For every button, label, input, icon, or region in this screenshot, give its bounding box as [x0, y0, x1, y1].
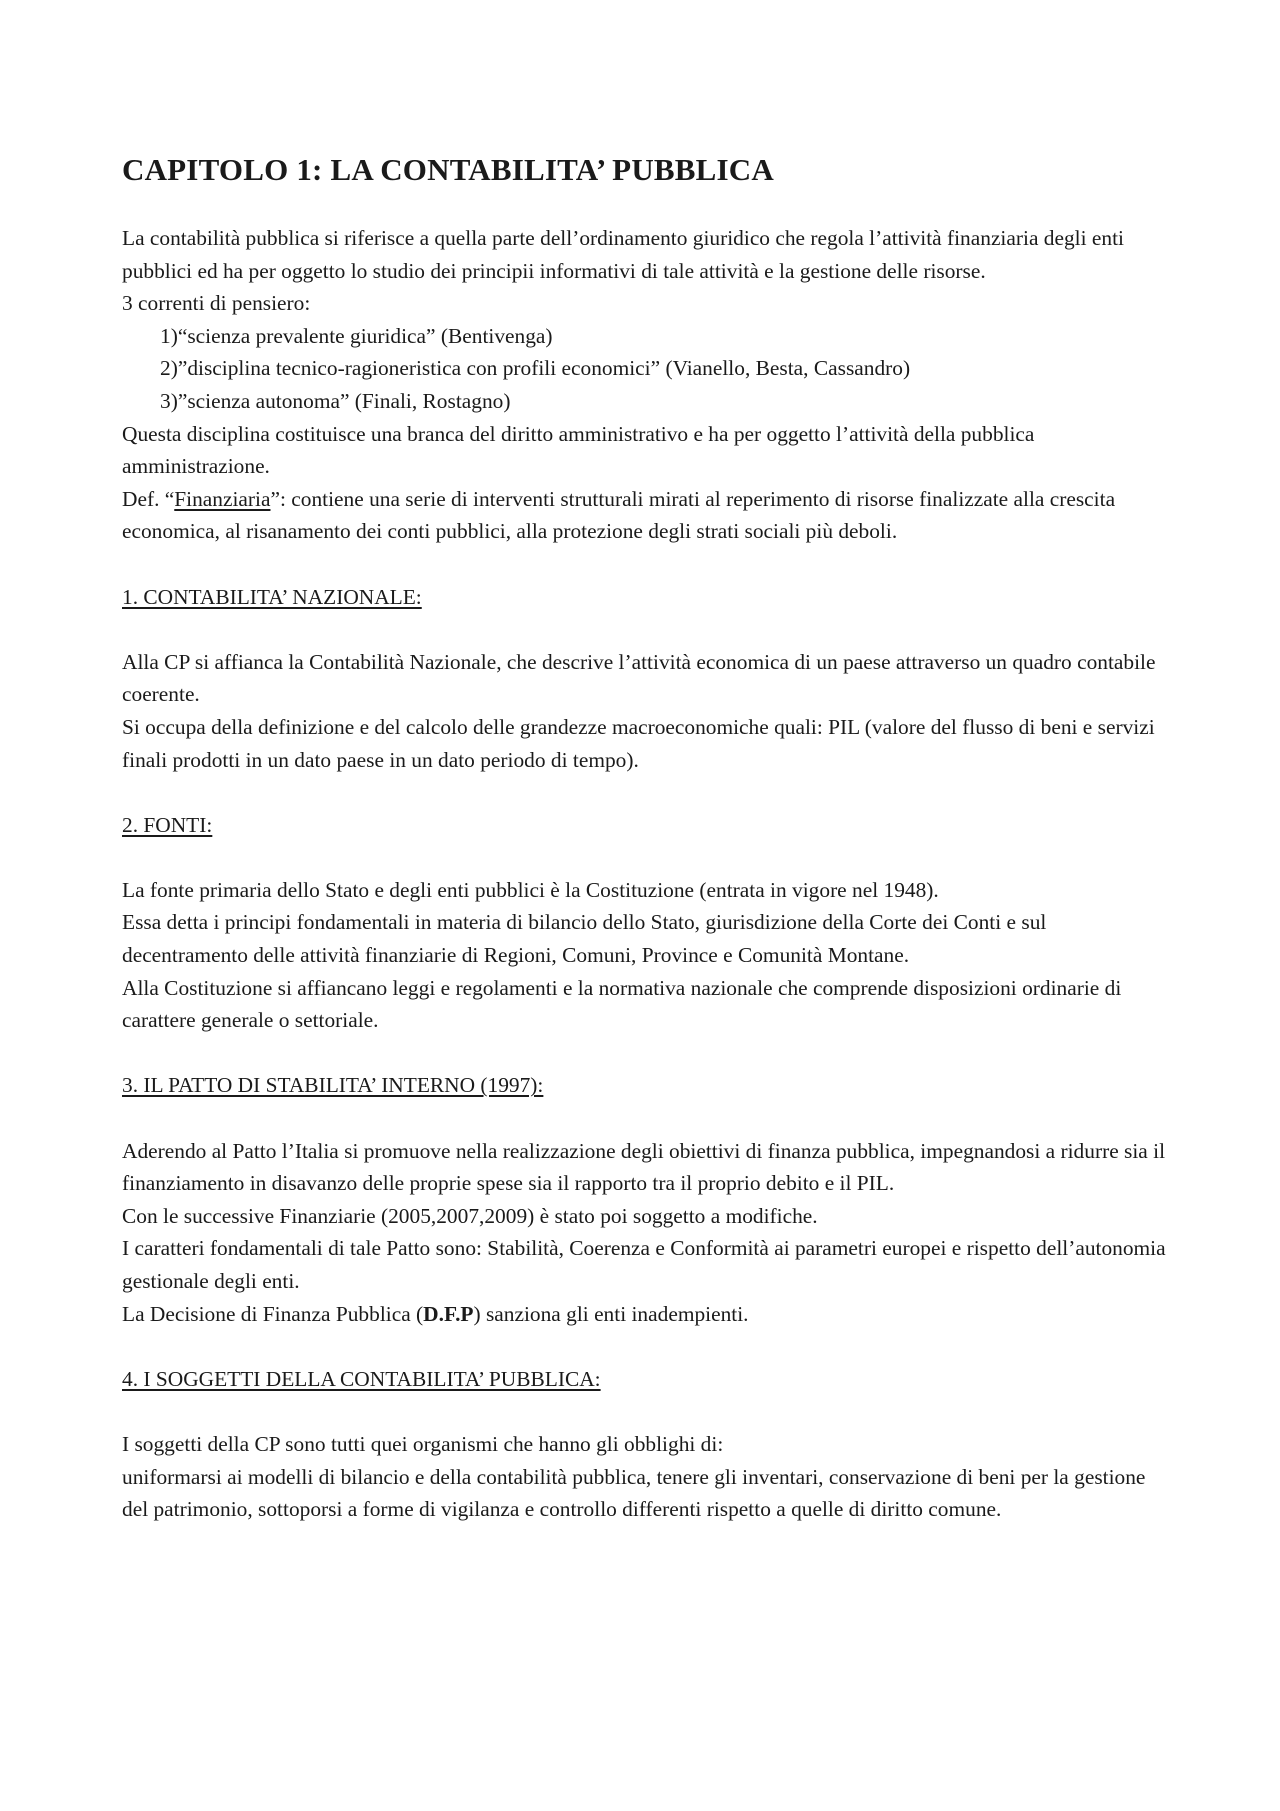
section-2-paragraph-3: Alla Costituzione si affiancano leggi e regolamenti e la normativa nazionale che comprende disposizioni ordinarie di carattere generale o settoriale. [122, 975, 1122, 1033]
section-2-paragraph-1: La fonte primaria dello Stato e degli enti pubblici è la Costituzione (entrata in vigore nel 1948). [122, 877, 939, 902]
dfp-acronym: D.F.P [423, 1301, 474, 1326]
spacer [122, 776, 1172, 809]
section-4-paragraph-2: uniformarsi ai modelli di bilancio e della contabilità pubblica, tenere gli inventari, conservazione di beni per la gestione del patrimonio, sottoporsi a forme di vigilanza e controllo differenti rispetto a quelle di diritto comune. [122, 1464, 1146, 1522]
section-1-heading: 1. CONTABILITA’ NAZIONALE: [122, 584, 422, 609]
section-1-paragraph-1: Alla CP si affianca la Contabilità Nazionale, che descrive l’attività economica di un paese attraverso un quadro contabile coerente. [122, 649, 1156, 707]
section-3-paragraph-2: Con le successive Finanziarie (2005,2007,2009) è stato poi soggetto a modifiche. [122, 1203, 818, 1228]
current-item-2: 2)”disciplina tecnico-ragioneristica con profili economici” (Vianello, Besta, Cassandro) [160, 356, 911, 381]
section-2-paragraph-2: Essa detta i principi fondamentali in materia di bilancio dello Stato, giurisdizione della Corte dei Conti e sul decentramento delle attività finanziarie di Regioni, Comuni, Province e Comunità Montane. [122, 910, 1047, 968]
section-3-paragraph-3: I caratteri fondamentali di tale Patto sono: Stabilità, Coerenza e Conformità ai parametri europei e rispetto dell’autonomia gestionale degli enti. [122, 1236, 1166, 1293]
spacer [122, 1102, 1172, 1135]
dfp-prefix: La Decisione di Finanza Pubblica ( [122, 1301, 424, 1326]
spacer [122, 1037, 1172, 1070]
currents-label: 3 correnti di pensiero: [122, 291, 311, 316]
definition-paragraph [122, 483, 1172, 548]
current-item-3: 3)”scienza autonoma” (Finali, Rostagno) [160, 388, 511, 413]
section-2-heading: 2. FONTI: [122, 812, 213, 837]
spacer [122, 1330, 1172, 1363]
section-3-paragraph-4 [122, 1298, 1172, 1331]
document-page [122, 150, 1172, 1526]
definition-text: ”: contiene una serie di interventi strutturali mirati al reperimento di risorse finalizzate alla crescita economica, al risanamento dei conti pubblici, alla protezione degli strati sociali più deboli. [122, 486, 1116, 544]
chapter-title: CAPITOLO 1: LA CONTABILITA’ PUBBLICA [122, 152, 774, 187]
spacer [122, 613, 1172, 646]
discipline-paragraph: Questa disciplina costituisce una branca del diritto amministrativo e ha per oggetto l’attività della pubblica amministrazione. [122, 421, 1035, 479]
spacer [122, 841, 1172, 874]
section-3-heading: 3. IL PATTO DI STABILITA’ INTERNO (1997): [122, 1073, 544, 1098]
intro-paragraph: La contabilità pubblica si riferisce a quella parte dell’ordinamento giuridico che regola l’attività finanziaria degli enti pubblici ed ha per oggetto lo studio dei principii informativi di tale attività e la gestione delle risorse. [122, 226, 1124, 283]
section-4-paragraph-1: I soggetti della CP sono tutti quei organismi che hanno gli obblighi di: [122, 1431, 724, 1456]
section-4-heading: 4. I SOGGETTI DELLA CONTABILITA’ PUBBLICA: [122, 1366, 601, 1391]
section-1-paragraph-2: Si occupa della definizione e del calcolo delle grandezze macroeconomiche quali: PIL (valore del flusso di beni e servizi finali prodotti in un dato paese in un dato periodo di tempo). [122, 714, 1155, 772]
definition-prefix: Def. “ [122, 486, 175, 511]
dfp-suffix: ) sanziona gli enti inadempienti. [473, 1301, 749, 1326]
section-3-paragraph-1: Aderendo al Patto l’Italia si promuove nella realizzazione degli obiettivi di finanza pubblica, impegnandosi a ridurre sia il finanziamento in disavanzo delle proprie spese sia il rapporto tra il proprio debito e il PIL. [122, 1138, 1166, 1196]
current-item-1: 1)“scienza prevalente giuridica” (Bentivenga) [160, 323, 553, 348]
spacer [122, 548, 1172, 581]
definition-term: Finanziaria [174, 486, 271, 511]
spacer [122, 1395, 1172, 1428]
